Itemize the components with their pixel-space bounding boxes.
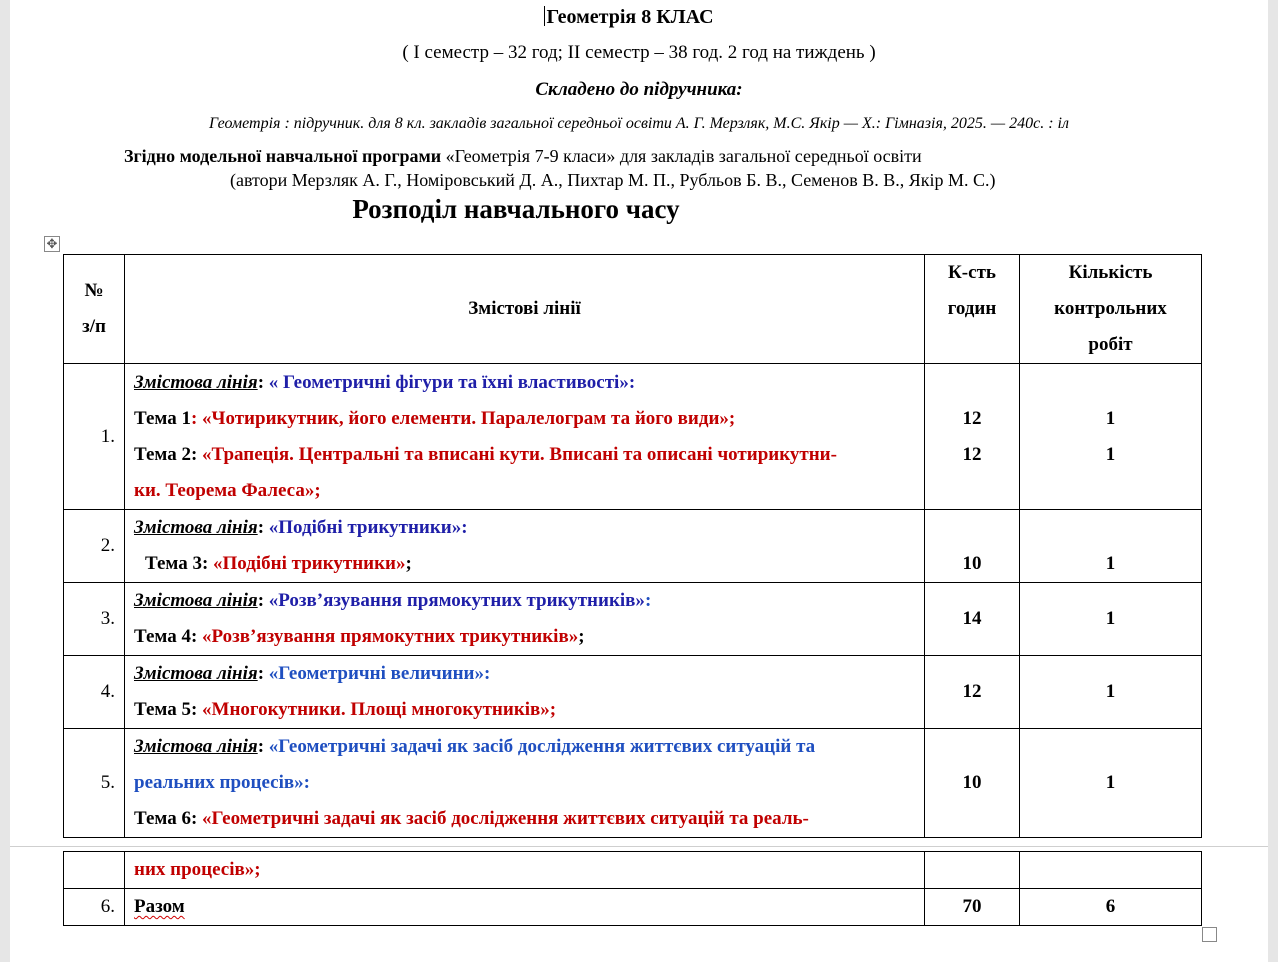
row-content: Змістова лінія: «Розв’язування прямокутних трикутників»: Тема 4: «Розв’язування прямокутних трикутників»; bbox=[125, 583, 925, 656]
row-hours: 12 bbox=[925, 656, 1020, 729]
row-number: 5. bbox=[64, 729, 125, 838]
table-header-row bbox=[64, 255, 1202, 364]
compiled-for-heading: Складено до підручника: bbox=[535, 79, 743, 100]
row-tests: 1 1 bbox=[1020, 364, 1202, 510]
row-hours: 14 bbox=[925, 583, 1020, 656]
row-content: них процесів»; bbox=[125, 852, 925, 889]
header-num: № з/п bbox=[64, 255, 125, 364]
row-tests: 1 bbox=[1020, 729, 1202, 838]
total-tests: 6 bbox=[1020, 889, 1202, 926]
table-row bbox=[64, 364, 1202, 510]
row-number: 2. bbox=[64, 510, 125, 583]
header-content: Змістові лінії bbox=[125, 255, 925, 364]
row-content: Змістова лінія: «Геометричні величини»: Тема 5: «Многокутники. Площі многокутників»; bbox=[125, 656, 925, 729]
row-number: 4. bbox=[64, 656, 125, 729]
curriculum-table bbox=[63, 254, 1202, 838]
total-label: Разом bbox=[125, 889, 925, 926]
header-tests: Кількість контрольних робіт bbox=[1020, 255, 1202, 364]
row-hours: 10 bbox=[925, 729, 1020, 838]
row-number: 1. bbox=[64, 364, 125, 510]
semester-hours: ( І семестр – 32 год; ІІ семестр – 38 год. 2 год на тиждень ) bbox=[402, 42, 876, 63]
page-break-line bbox=[10, 846, 1268, 847]
total-number: 6. bbox=[64, 889, 125, 926]
row-tests: 1 bbox=[1020, 583, 1202, 656]
row-hours: 10 bbox=[925, 510, 1020, 583]
total-row bbox=[64, 889, 1202, 926]
table-row bbox=[64, 656, 1202, 729]
row-content: Змістова лінія: «Геометричні задачі як засіб дослідження життєвих ситуацій та реальних процесів»: Тема 6: «Геометричні задачі як засіб дослідження життєвих ситуацій та реаль- bbox=[125, 729, 925, 838]
row-number bbox=[64, 852, 125, 889]
row-hours: 12 12 bbox=[925, 364, 1020, 510]
table-resize-handle-icon[interactable] bbox=[1202, 927, 1217, 942]
row-tests bbox=[1020, 852, 1202, 889]
document-title: Геометрія 8 КЛАС bbox=[546, 6, 714, 28]
table-row bbox=[64, 729, 1202, 838]
total-hours: 70 bbox=[925, 889, 1020, 926]
row-number: 3. bbox=[64, 583, 125, 656]
table-row bbox=[64, 583, 1202, 656]
row-tests: 1 bbox=[1020, 656, 1202, 729]
program-reference: Згідно модельної навчальної програми «Геометрія 7-9 класи» для закладів загальної середньої освіти bbox=[124, 146, 922, 166]
table-move-handle-icon[interactable]: ✥ bbox=[44, 236, 60, 252]
program-authors: (автори Мерзляк А. Г., Номіровський Д. А., Пихтар М. П., Рубльов Б. В., Семенов В. В., Якір М. С.) bbox=[230, 170, 996, 190]
textbook-reference: Геометрія : підручник. для 8 кл. закладів загальної середньої освіти А. Г. Мерзляк, М.С. Якір — Х.: Гімназія, 2025. — 240с. : іл bbox=[209, 115, 1069, 132]
section-title: Розподіл навчального часу bbox=[352, 194, 680, 224]
row-tests: 1 bbox=[1020, 510, 1202, 583]
row-content: Змістова лінія: « Геометричні фігури та їхні властивості»: Тема 1: «Чотирикутник, його елементи. Паралелограм та його види»; Тема 2: «Трапеція. Центральні та вписані кути. Вписані та описані чотирикутни- ки. Теорема Фалеса»; bbox=[125, 364, 925, 510]
table-row bbox=[64, 510, 1202, 583]
row-hours bbox=[925, 852, 1020, 889]
row-content: Змістова лінія: «Подібні трикутники»: Тема 3: «Подібні трикутники»; bbox=[125, 510, 925, 583]
header-hours: К-сть годин bbox=[925, 255, 1020, 364]
curriculum-table-continued bbox=[63, 851, 1202, 926]
table-row bbox=[64, 852, 1202, 889]
